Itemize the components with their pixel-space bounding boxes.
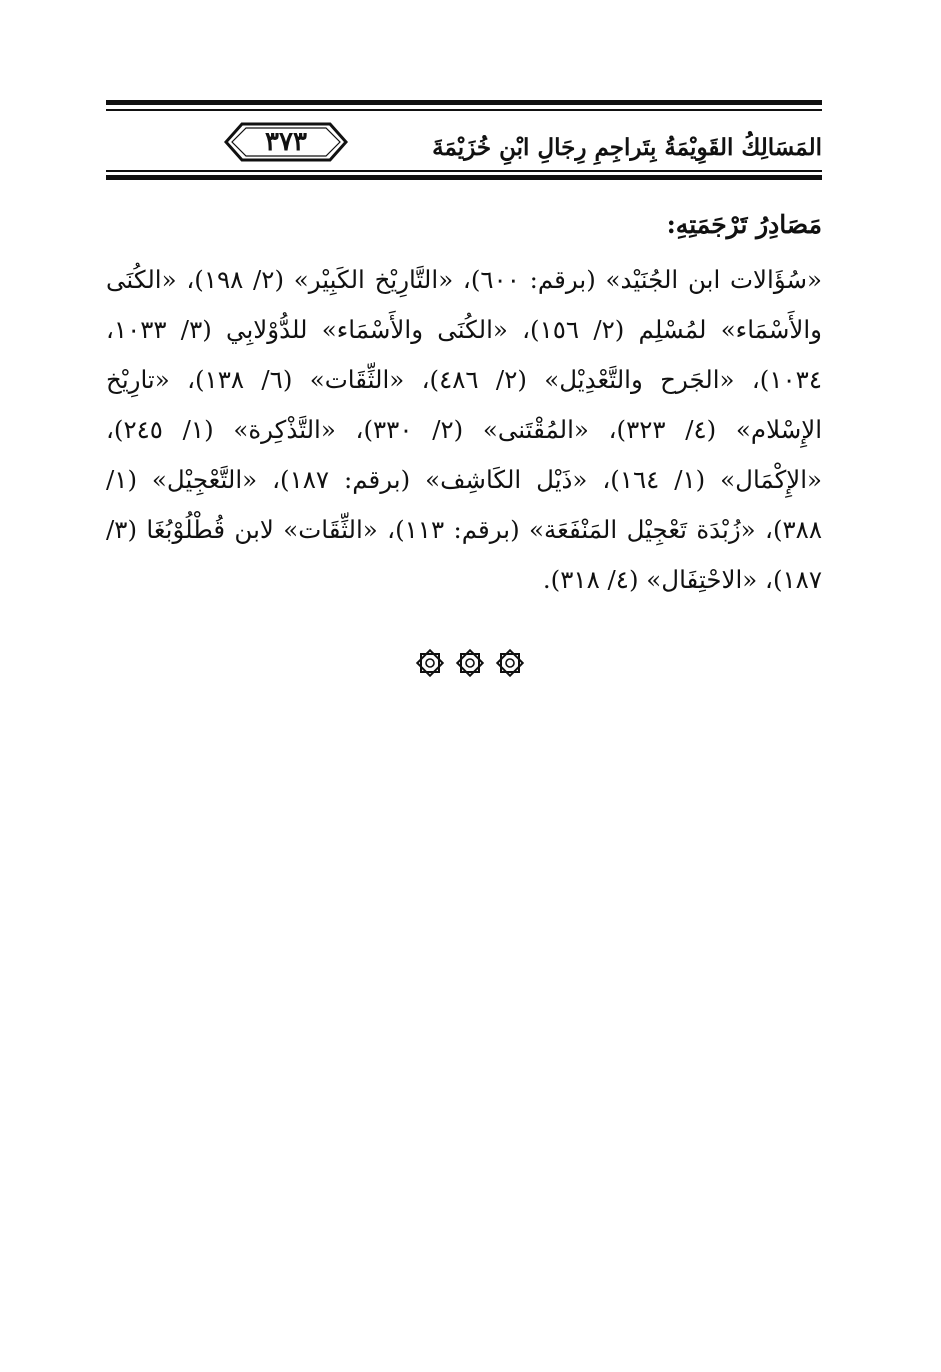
main-content	[106, 205, 822, 605]
header-rule-bottom-thick	[106, 175, 822, 180]
page-header	[106, 100, 822, 184]
eight-point-star-icon	[455, 648, 485, 678]
section-end-ornaments	[415, 647, 525, 679]
header-rule-bottom-thin	[106, 170, 822, 172]
page-number: ٣٧٣	[265, 127, 307, 157]
sources-paragraph: «سُؤَالات ابن الجُنَيْد» (برقم: ٦٠٠)، «التَّارِيْخ الكَبِيْر» (٢/ ١٩٨)، «الكُنَى والأَسْمَاء» لمُسْلِم (٢/ ١٥٦)، «الكُنَى والأَسْمَاء» للدُّوْلابِي (٣/ ١٠٣٣، ١٠٣٤)، «الجَرح والتَّعْدِيْل» (٢/ ٤٨٦)، «الثِّقَات» (٦/ ١٣٨)، «تارِيْخ الإِسْلام» (٤/ ٣٢٣)، «المُقْتَنى» (٢/ ٣٣٠)، «التَّذْكِرة» (١/ ٢٤٥)، «الإِكْمَال» (١/ ١٦٤)، «ذَيْل الكَاشِف» (برقم: ١٨٧)، «التَّعْجِيْل» (١/ ٣٨٨)، «زُبْدَة تَعْجِيْل المَنْفَعَة» (برقم: ١١٣)، «الثِّقَات» لابن قُطْلُوْبُغَا (٣/ ١٨٧)، «الاحْتِفَال» (٤/ ٣١٨).	[106, 265, 823, 594]
eight-point-star-icon	[495, 648, 525, 678]
running-title: المَسَالِكُ القَوِيْمَةُ بِتَراجِمِ رِجَالِ ابْنِ خُزَيْمَةَ	[432, 134, 822, 161]
header-rule-top-thick	[106, 100, 822, 105]
section-heading: مَصَادِرُ تَرْجَمَتِهِ:	[666, 210, 822, 239]
page-number-frame	[224, 122, 348, 162]
eight-point-star-icon	[415, 648, 445, 678]
header-rule-top-thin	[106, 109, 822, 111]
